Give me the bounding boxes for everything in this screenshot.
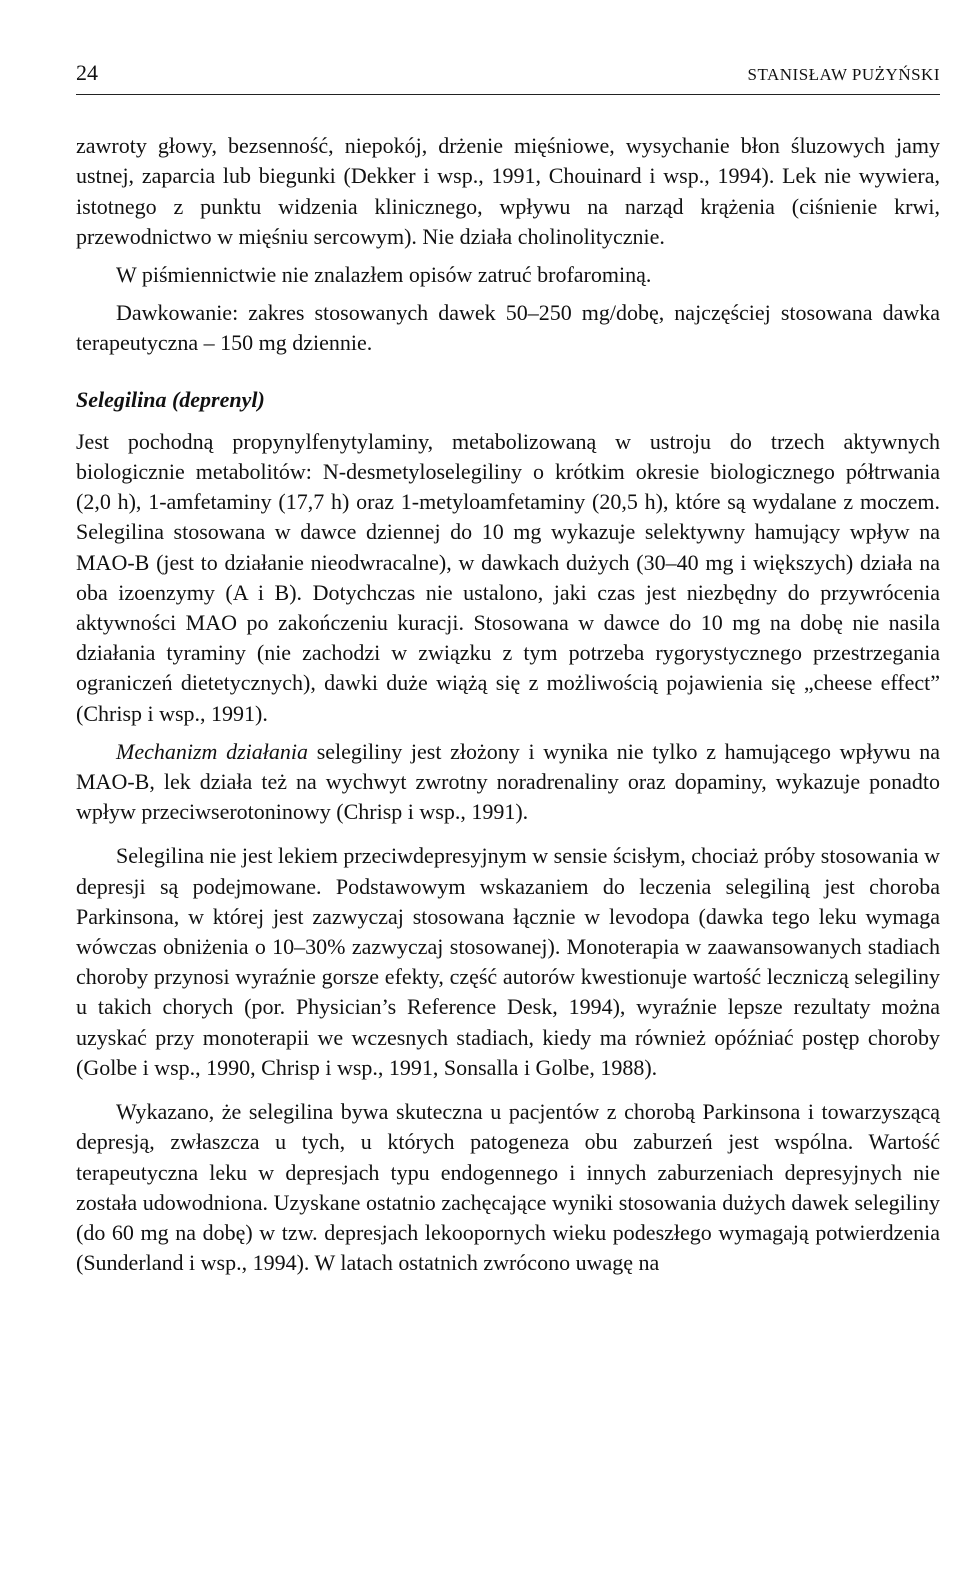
paragraph-selegiline-metabolism: Jest pochodną propynylfenytylaminy, metabolizowaną w ustroju do trzech aktywnych biologicznie metabolitów: N-desmetyloselegiliny o krótkim okresie biologicznego półtrwania (2,0 h), 1-amfetaminy (17,7 h) oraz 1-metyloamfetaminy (20,5 h), które są wydalane z moczem. Selegilina stosowana w dawce dziennej do 10 mg wykazuje selektywny hamujący wpływ na MAO-B (jest to działanie nieodwracalne), w dawkach dużych (30–40 mg i większych) działa na oba izoenzymy (A i B). Dotychczas nie ustalono, jaki czas jest niezbędny do przywrócenia aktywności MAO po zakończeniu kuracji. Stosowana w dawce do 10 mg na dobę nie nasila działania tyraminy (nie zachodzi w związku z tym potrzeba rygorystycznego przestrzegania ograniczeń dietetycznych), dawki duże wiążą się z możliwością pojawienia się „cheese effect” (Chrisp i wsp., 1991). [76, 428, 940, 726]
mechanism-text: selegiliny jest złożony i wynika nie tylko z hamującego wpływu na MAO-B, lek działa też na wychwyt zwrotny noradrenaliny oraz dopaminy, wykazuje ponadto wpływ przeciwserotoninowy (Chrisp i wsp., 1991). [76, 738, 940, 825]
paragraph-depression: Wykazano, że selegilina bywa skuteczna u pacjentów z chorobą Parkinsona i towarzyszącą depresją, zwłaszcza u tych, u których patogeneza obu zaburzeń jest wspólna. Wartość terapeutyczna leku w depresjach typu endogennego i innych zaburzeniach depresyjnych nie została udowodniona. Uzyskane ostatnio zachęcające wyniki stosowania dużych dawek selegiliny (do 60 mg na dobę) w tzw. depresjach lekoopornych wieku podeszłego wymagają potwierdzenia (Sunderland i wsp., 1994). W latach ostatnich zwrócono uwagę na [76, 1099, 940, 1276]
section-heading-selegiline: Selegilina (deprenyl) [76, 386, 265, 412]
paragraph-dosage: Dawkowanie: zakres stosowanych dawek 50–250 mg/dobę, najczęściej stosowana dawka terapeutyczna – 150 mg dziennie. [76, 300, 940, 356]
page-number: 24 [76, 60, 98, 85]
paragraph-side-effects: zawroty głowy, bezsenność, niepokój, drżenie mięśniowe, wysychanie błon śluzowych jamy ustnej, zaparcia lub biegunki (Dekker i wsp., 1991, Chouinard i wsp., 1994). Lek nie wywiera, istotnego z punktu widzenia klinicznego, wpływu na narząd krążenia (ciśnienie krwi, przewodnictwo w mięśniu sercowym). Nie działa cholinolitycznie. [76, 133, 940, 249]
mechanism-term: Mechanizm działania [116, 738, 309, 764]
running-head: STANISŁAW PUŻYŃSKI [747, 65, 940, 84]
paragraph-indications: Selegilina nie jest lekiem przeciwdepresyjnym w sensie ścisłym, chociaż próby stosowania w depresji są podejmowane. Podstawowym wskazaniem do leczenia selegiliną jest choroba Parkinsona, w której jest zazwyczaj stosowana łącznie w levodopa (dawka tego leku wymaga wówczas obniżenia o 10–30% zazwyczaj stosowanej). Monoterapia w zaawansowanych stadiach choroby przynosi wyraźnie gorsze efekty, część autorów kwestionuje wartość leczniczą selegiliny u takich chorych (por. Physician’s Reference Desk, 1994), wyraźnie lepsze rezultaty można uzyskać przy monoterapii we wczesnych stadiach, kiedy ma również opóźniać postęp choroby (Golbe i wsp., 1990, Chrisp i wsp., 1991, Sonsalla i Golbe, 1988). [76, 843, 940, 1080]
document-page [76, 58, 940, 1278]
page-header [76, 58, 940, 95]
paragraph-poisoning: W piśmiennictwie nie znalazłem opisów zatruć brofarominą. [116, 262, 652, 288]
paragraph-mechanism [76, 737, 940, 828]
